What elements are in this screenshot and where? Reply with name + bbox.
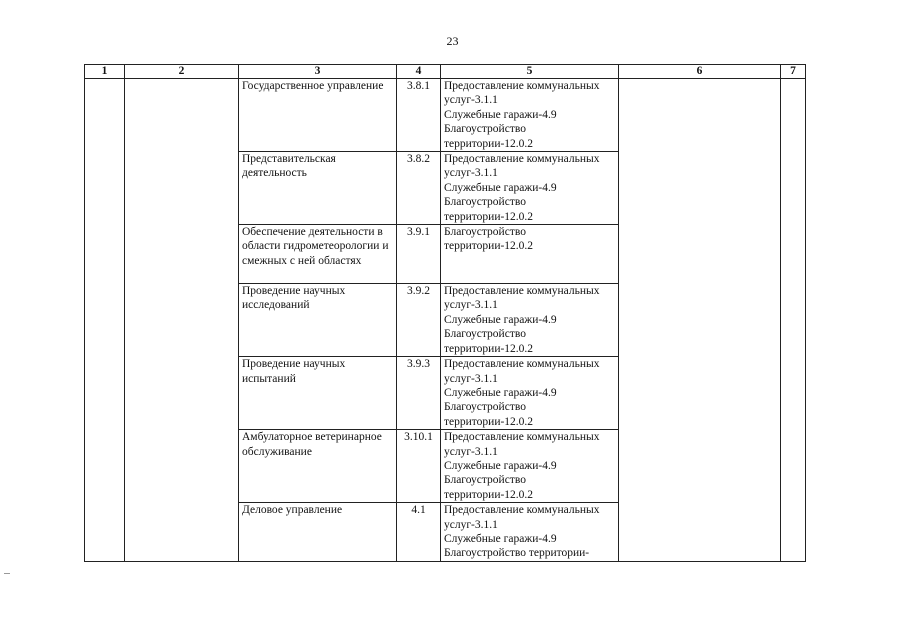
column-header: 6: [619, 65, 781, 79]
column-header: 4: [397, 65, 441, 79]
auxiliary-uses-cell: [441, 284, 619, 357]
use-name-cell: Амбулаторное ветеринарное обслуживание: [239, 430, 397, 503]
auxiliary-use: Служебные гаражи-4.9: [444, 459, 557, 472]
use-code-cell: 3.8.1: [397, 79, 441, 152]
use-code-cell: 3.9.3: [397, 357, 441, 430]
column-header: 5: [441, 65, 619, 79]
column-header: 7: [781, 65, 806, 79]
auxiliary-uses-cell: [441, 152, 619, 225]
zoning-table: [84, 64, 806, 562]
column-header: 2: [125, 65, 239, 79]
use-name-cell: Проведение научных испытаний: [239, 357, 397, 430]
auxiliary-use: Служебные гаражи-4.9: [444, 108, 557, 121]
auxiliary-uses-cell: [441, 503, 619, 562]
use-code-cell: 3.10.1: [397, 430, 441, 503]
use-code-cell: 3.9.2: [397, 284, 441, 357]
auxiliary-use: Благоустройство территории-12.0.2: [444, 474, 534, 501]
auxiliary-use: Предоставление коммунальных услуг-3.1.1: [444, 431, 600, 458]
use-code-cell: 4.1: [397, 503, 441, 562]
auxiliary-use: Благоустройство территории-: [444, 547, 590, 560]
auxiliary-use: Благоустройство территории-12.0.2: [444, 226, 534, 253]
cell-col6: [619, 79, 781, 562]
auxiliary-use: Служебные гаражи-4.9: [444, 313, 557, 326]
auxiliary-use: Предоставление коммунальных услуг-3.1.1: [444, 80, 600, 107]
auxiliary-uses-cell: [441, 225, 619, 284]
use-code-cell: 3.8.2: [397, 152, 441, 225]
auxiliary-uses-cell: [441, 79, 619, 152]
cell-col2: [125, 79, 239, 562]
table-row: [85, 79, 806, 152]
scan-mark: [4, 573, 10, 574]
auxiliary-use: Благоустройство территории-12.0.2: [444, 401, 534, 428]
auxiliary-use: Предоставление коммунальных услуг-3.1.1: [444, 153, 600, 180]
cell-col1: [85, 79, 125, 562]
use-name-cell: Государственное управление: [239, 79, 397, 152]
header-row: [85, 65, 806, 79]
auxiliary-use: Служебные гаражи-4.9: [444, 386, 557, 399]
auxiliary-use: Предоставление коммунальных услуг-3.1.1: [444, 504, 600, 531]
column-header: 1: [85, 65, 125, 79]
auxiliary-use: Предоставление коммунальных услуг-3.1.1: [444, 358, 600, 385]
auxiliary-use: Благоустройство территории-12.0.2: [444, 123, 534, 150]
auxiliary-use: Служебные гаражи-4.9: [444, 532, 557, 545]
use-name-cell: Обеспечение деятельности в области гидрометеорологии и смежных с ней областях: [239, 225, 397, 284]
use-name-cell: Деловое управление: [239, 503, 397, 562]
column-header: 3: [239, 65, 397, 79]
use-name-cell: Представительская деятельность: [239, 152, 397, 225]
auxiliary-use: Служебные гаражи-4.9: [444, 181, 557, 194]
auxiliary-uses-cell: [441, 357, 619, 430]
use-name-cell: Проведение научных исследований: [239, 284, 397, 357]
auxiliary-use: Благоустройство территории-12.0.2: [444, 196, 534, 223]
use-code-cell: 3.9.1: [397, 225, 441, 284]
page-number: 23: [446, 34, 459, 48]
cell-col7: [781, 79, 806, 562]
auxiliary-uses-cell: [441, 430, 619, 503]
auxiliary-use: Предоставление коммунальных услуг-3.1.1: [444, 285, 600, 312]
auxiliary-use: Благоустройство территории-12.0.2: [444, 328, 534, 355]
